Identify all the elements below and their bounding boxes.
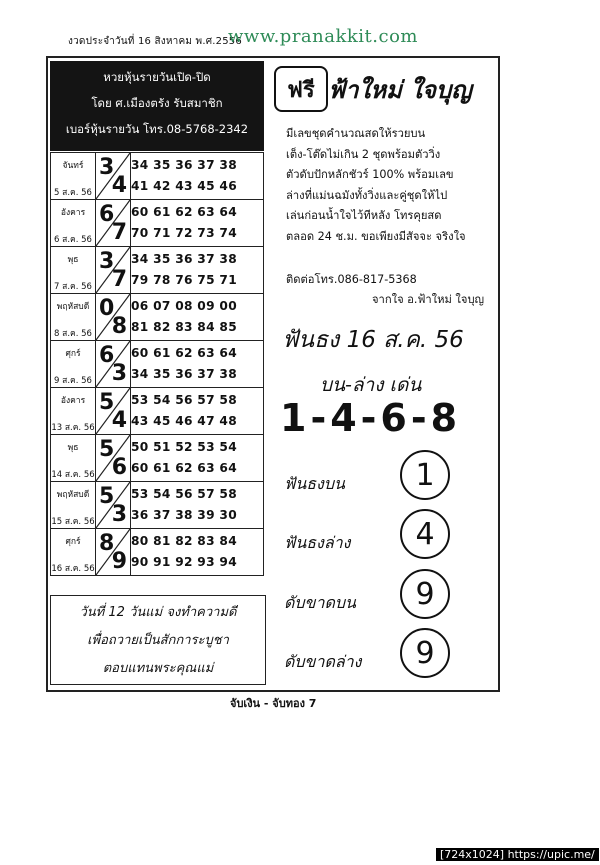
description-line: ตลอด 24 ช.ม. ขอเพียงมีสัจจะ จริงใจ: [286, 229, 466, 243]
result-row: [51, 294, 264, 341]
result-digit-cell: [96, 247, 131, 294]
result-number-cell: [131, 294, 264, 341]
result-row: [51, 482, 264, 529]
result-number-row: 34 35 36 37 38: [131, 367, 237, 381]
result-day-date: 5 ส.ค. 56: [54, 188, 92, 198]
result-digit-top: 5: [99, 390, 115, 415]
result-number-row: 53 54 56 57 58: [131, 487, 237, 501]
description-line: เล่นก่อนน้ำใจไว้ทีหลัง โทรคุยสด: [286, 209, 442, 222]
result-day-cell: [51, 435, 96, 482]
result-day-name: พุธ: [67, 443, 79, 453]
result-digit-cell: [96, 482, 131, 529]
pick-label-top: ฟันธงบน: [284, 474, 345, 493]
contact-phone: ติดต่อโทร.086-817-5368: [286, 273, 417, 286]
result-day-cell: [51, 294, 96, 341]
stock-lottery-box: [50, 61, 264, 151]
result-day-cell: [51, 529, 96, 576]
pick-circle-cut-top: 9: [400, 569, 450, 619]
result-number-row: 80 81 82 83 84: [131, 534, 237, 548]
prediction-date: ฟันธง 16 ส.ค. 56: [282, 327, 464, 353]
result-day-date: 9 ส.ค. 56: [54, 376, 92, 386]
result-day-date: 15 ส.ค. 56: [51, 517, 95, 527]
result-digit-cell: [96, 153, 131, 200]
result-number-row: 79 78 76 75 71: [131, 273, 237, 287]
result-day-date: 7 ส.ค. 56: [54, 282, 92, 292]
result-digit-cell: [96, 341, 131, 388]
issue-date-line: งวดประจำวันที่ 16 สิงหาคม พ.ศ.2556: [68, 36, 242, 47]
result-digit-cell: [96, 529, 131, 576]
result-digit-bottom: 4: [111, 408, 127, 433]
result-day-cell: [51, 247, 96, 294]
website-url[interactable]: www.pranakkit.com: [228, 26, 419, 47]
mother-day-line-2: เพื่อถวายเป็นสักการะบูชา: [87, 633, 229, 648]
image-source-tag[interactable]: [724x1024] https://upic.me/: [436, 848, 599, 861]
result-digit-bottom: 9: [111, 549, 127, 574]
result-digit-top: 3: [99, 249, 115, 274]
result-number-cell: [131, 341, 264, 388]
result-day-name: พุธ: [67, 255, 79, 265]
result-day-name: อังคาร: [60, 208, 86, 218]
pick-circle-cut-bottom: 9: [400, 628, 450, 678]
footer-page-label: จับเงิน - จับทอง 7: [230, 697, 317, 710]
result-digit-cell: [96, 294, 131, 341]
stock-lottery-phone: เบอร์หุ้นรายวัน โทร.08-5768-2342: [65, 122, 249, 136]
result-number-row: 34 35 36 37 38: [131, 158, 237, 172]
result-digit-top: 6: [99, 343, 115, 368]
result-day-name: ศุกร์: [65, 349, 81, 359]
result-number-row: 60 61 62 63 64: [131, 461, 237, 475]
pick-label-cut-top: ดับขาดบน: [284, 593, 356, 612]
description-text: [286, 124, 486, 247]
feature-label: บน-ล่าง เด่น: [320, 374, 422, 396]
result-day-date: 13 ส.ค. 56: [51, 423, 95, 433]
result-digit-top: 6: [99, 202, 115, 227]
result-digit-top: 5: [99, 484, 115, 509]
result-day-cell: [51, 153, 96, 200]
result-digit-bottom: 8: [111, 314, 127, 339]
result-number-cell: [131, 482, 264, 529]
stock-lottery-author: โดย ศ.เมืองตรัง รับสมาชิก: [91, 96, 223, 110]
result-number-row: 36 37 38 39 30: [131, 508, 237, 522]
result-row: [51, 341, 264, 388]
mother-day-line-1: วันที่ 12 วันแม่ จงทำความดี: [79, 605, 237, 620]
description-line: ตัวดับปักหลักชัวร์ 100% พร้อมเลข: [286, 168, 454, 181]
result-day-name: ศุกร์: [65, 537, 81, 547]
result-number-row: 53 54 56 57 58: [131, 393, 237, 407]
result-digit-cell: [96, 388, 131, 435]
result-day-cell: [51, 341, 96, 388]
stock-lottery-title: หวยหุ้นรายวันเปิด-ปิด: [103, 70, 211, 84]
fortune-teller-name: ฟ้าใหม่ ใจบุญ: [328, 76, 472, 104]
result-digit-top: 0: [99, 296, 115, 321]
result-number-cell: [131, 529, 264, 576]
result-day-date: 6 ส.ค. 56: [54, 235, 92, 245]
result-digit-cell: [96, 200, 131, 247]
result-number-row: 90 91 92 93 94: [131, 555, 237, 569]
results-table: [50, 152, 264, 576]
result-number-cell: [131, 247, 264, 294]
result-digit-top: 3: [99, 155, 115, 180]
result-number-row: 60 61 62 63 64: [131, 205, 237, 219]
result-row: [51, 435, 264, 482]
result-row: [51, 200, 264, 247]
result-number-row: 34 35 36 37 38: [131, 252, 237, 266]
pick-circle-bottom: 4: [400, 509, 450, 559]
feature-numbers: 1-4-6-8: [280, 396, 462, 440]
result-number-row: 60 61 62 63 64: [131, 346, 237, 360]
result-digit-bottom: 4: [111, 173, 127, 198]
description-line: มีเลขชุดคำนวณสดให้รวยบน: [286, 127, 426, 140]
result-number-cell: [131, 153, 264, 200]
result-day-name: พฤหัสบดี: [56, 490, 90, 500]
description-line: เต็ง-โต๊ดไม่เกิน 2 ชุดพร้อมตัววิ่ง: [286, 147, 441, 161]
result-day-date: 16 ส.ค. 56: [51, 564, 95, 574]
description-line: ล่างที่แม่นฉมังทั้งวิ่งและคู่ชุดให้ไป: [286, 188, 448, 202]
pick-label-cut-bottom: ดับขาดล่าง: [284, 652, 362, 671]
result-day-date: 8 ส.ค. 56: [54, 329, 92, 339]
mother-day-line-3: ตอบแทนพระคุณแม่: [102, 661, 214, 676]
result-digit-bottom: 3: [111, 361, 127, 386]
result-digit-top: 8: [99, 531, 115, 556]
result-digit-cell: [96, 435, 131, 482]
result-day-name: พฤหัสบดี: [56, 302, 90, 312]
result-day-cell: [51, 482, 96, 529]
result-number-row: 43 45 46 47 48: [131, 414, 237, 428]
free-badge: ฟรี: [274, 66, 328, 112]
result-row: [51, 388, 264, 435]
pick-label-bottom: ฟันธงล่าง: [284, 533, 351, 552]
result-day-cell: [51, 200, 96, 247]
result-day-name: อังคาร: [60, 396, 86, 406]
result-digit-top: 5: [99, 437, 115, 462]
result-number-cell: [131, 388, 264, 435]
result-row: [51, 529, 264, 576]
signature: จากใจ อ.ฟ้าใหม่ ใจบุญ: [372, 293, 485, 306]
result-number-cell: [131, 200, 264, 247]
result-digit-bottom: 6: [111, 455, 127, 480]
result-number-row: 50 51 52 53 54: [131, 440, 237, 454]
result-digit-bottom: 7: [111, 267, 127, 292]
result-digit-bottom: 7: [111, 220, 127, 245]
result-day-name: จันทร์: [62, 161, 84, 171]
result-digit-bottom: 3: [111, 502, 127, 527]
result-row: [51, 153, 264, 200]
result-number-row: 41 42 43 45 46: [131, 179, 237, 193]
mother-day-box: [50, 595, 266, 685]
result-row: [51, 247, 264, 294]
result-number-row: 06 07 08 09 00: [131, 299, 237, 313]
result-day-cell: [51, 388, 96, 435]
pick-circle-top: 1: [400, 450, 450, 500]
result-number-row: 70 71 72 73 74: [131, 226, 237, 240]
result-number-cell: [131, 435, 264, 482]
result-day-date: 14 ส.ค. 56: [51, 470, 95, 480]
result-number-row: 81 82 83 84 85: [131, 320, 237, 334]
